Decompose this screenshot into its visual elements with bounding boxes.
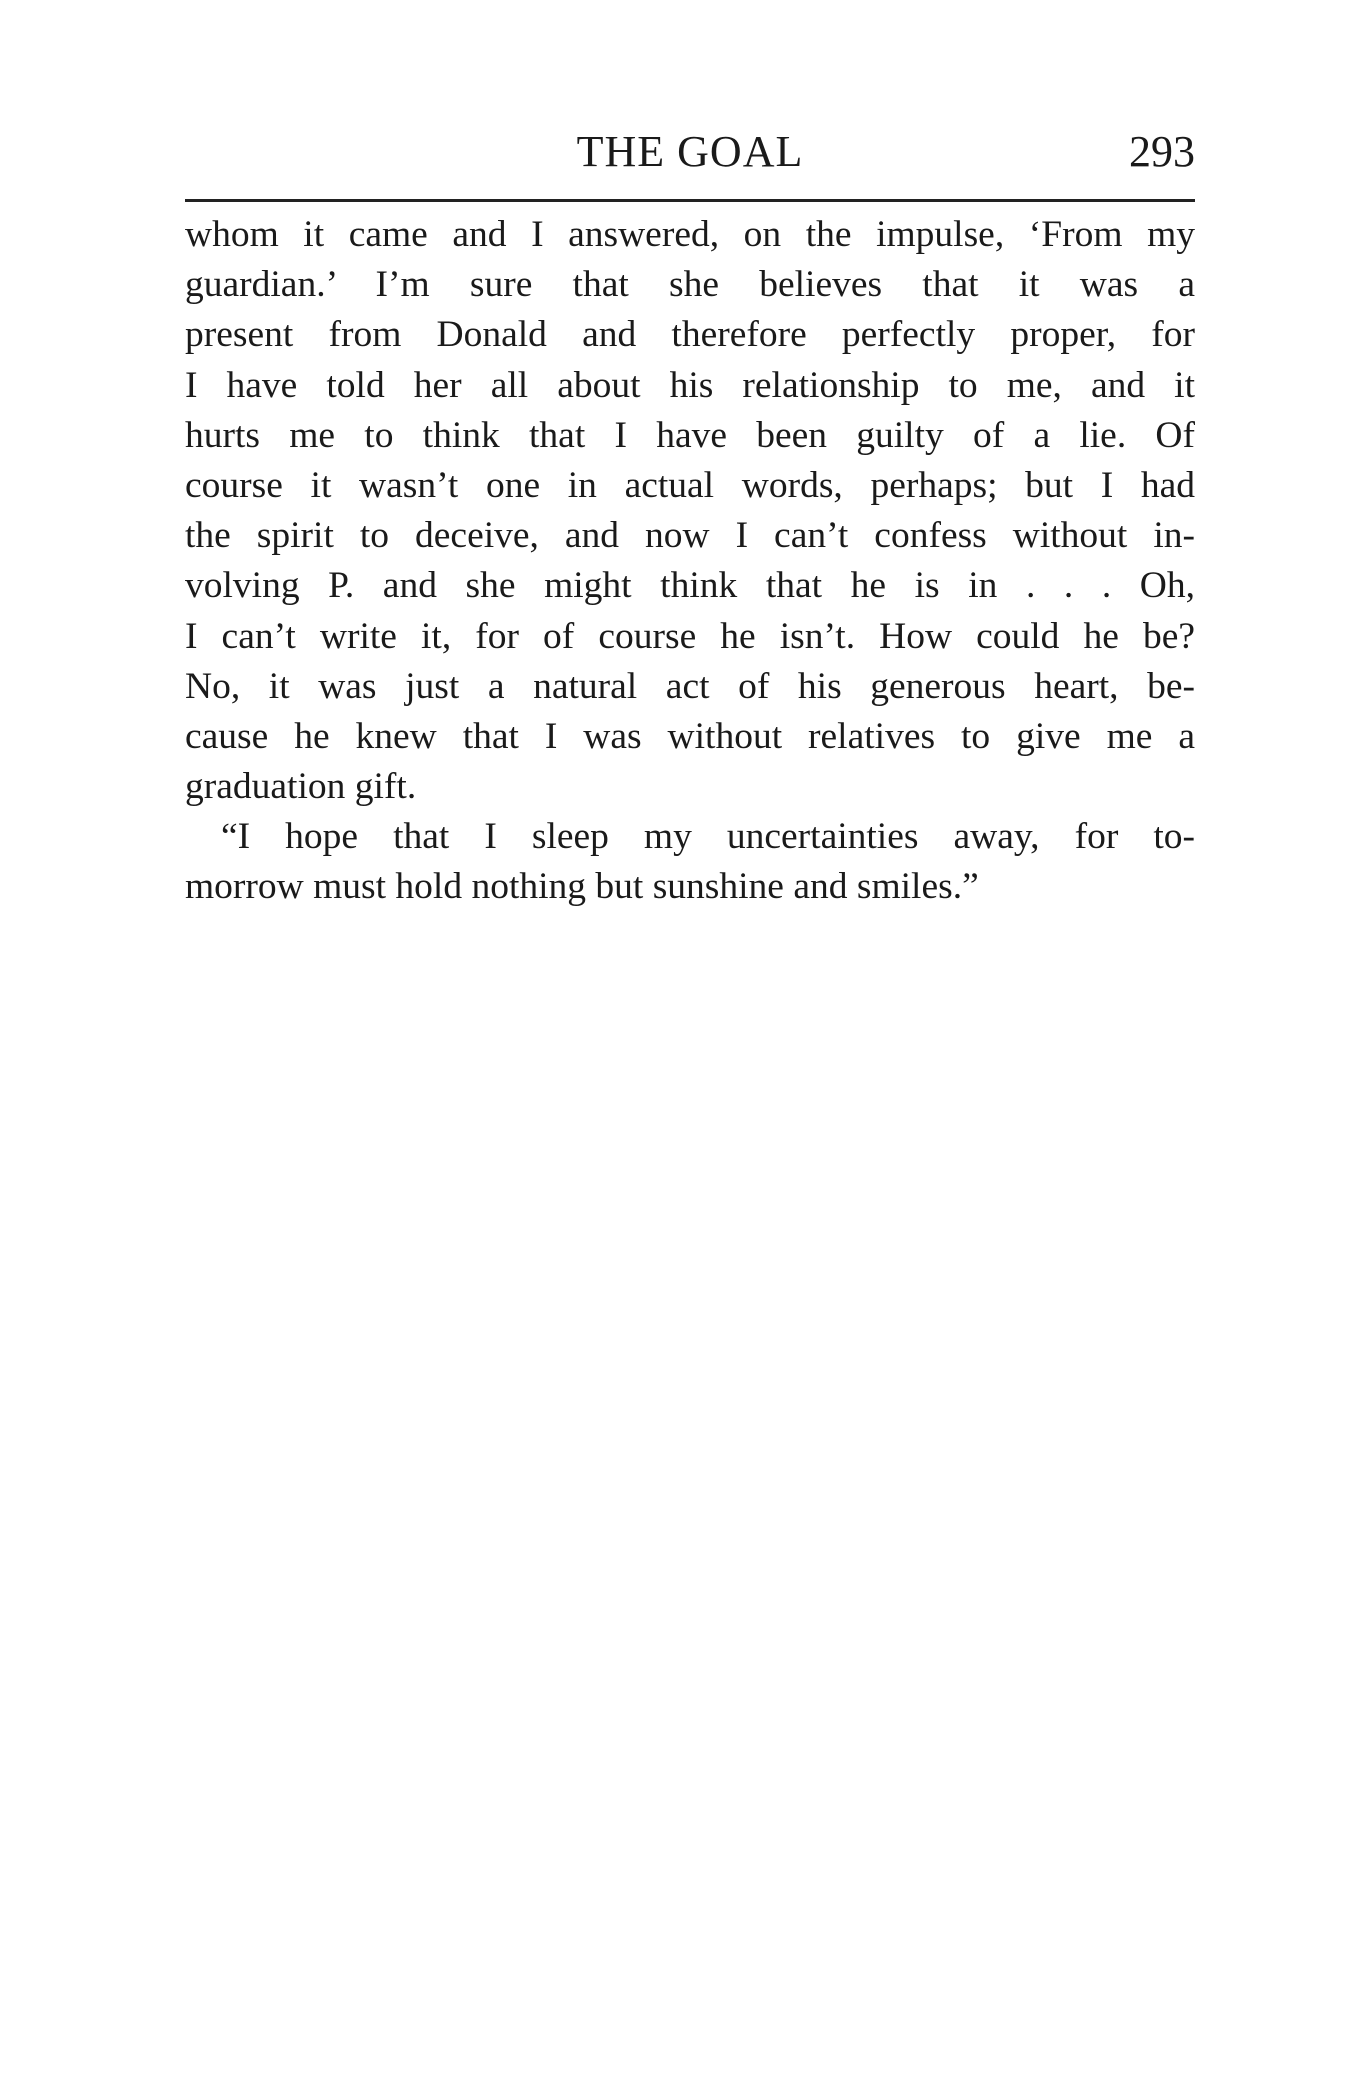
text-line: I can’t write it, for of course he isn’t. How could he be?	[185, 615, 1195, 657]
text-line: graduation gift.	[185, 766, 417, 808]
text-line: volving P. and she might think that he is in . . . Oh,	[185, 565, 1195, 607]
text-line: I have told her all about his relationship to me, and it	[185, 364, 1195, 406]
text-line: hurts me to think that I have been guilty of a lie. Of	[185, 414, 1195, 456]
body-text	[185, 210, 1195, 913]
text-line: “I hope that I sleep my uncertainties away, for to-	[221, 816, 1195, 858]
text-line: present from Donald and therefore perfectly proper, for	[185, 314, 1195, 356]
text-line: cause he knew that I was without relatives to give me a	[185, 715, 1195, 757]
running-head	[185, 124, 1195, 180]
text-line: whom it came and I answered, on the impulse, ‘From my	[185, 214, 1195, 255]
page-number: 293	[1129, 127, 1195, 176]
header-rule	[185, 199, 1195, 202]
text-line: No, it was just a natural act of his generous heart, be-	[185, 665, 1195, 707]
text-line: morrow must hold nothing but sunshine and smiles.”	[185, 866, 979, 908]
text-line: course it wasn’t one in actual words, perhaps; but I had	[185, 464, 1195, 506]
text-line: guardian.’ I’m sure that she believes that it was a	[185, 264, 1195, 306]
paragraph	[185, 812, 1195, 912]
paragraph	[185, 210, 1195, 812]
running-title: THE GOAL	[576, 127, 804, 176]
text-line: the spirit to deceive, and now I can’t confess without in-	[185, 515, 1195, 557]
